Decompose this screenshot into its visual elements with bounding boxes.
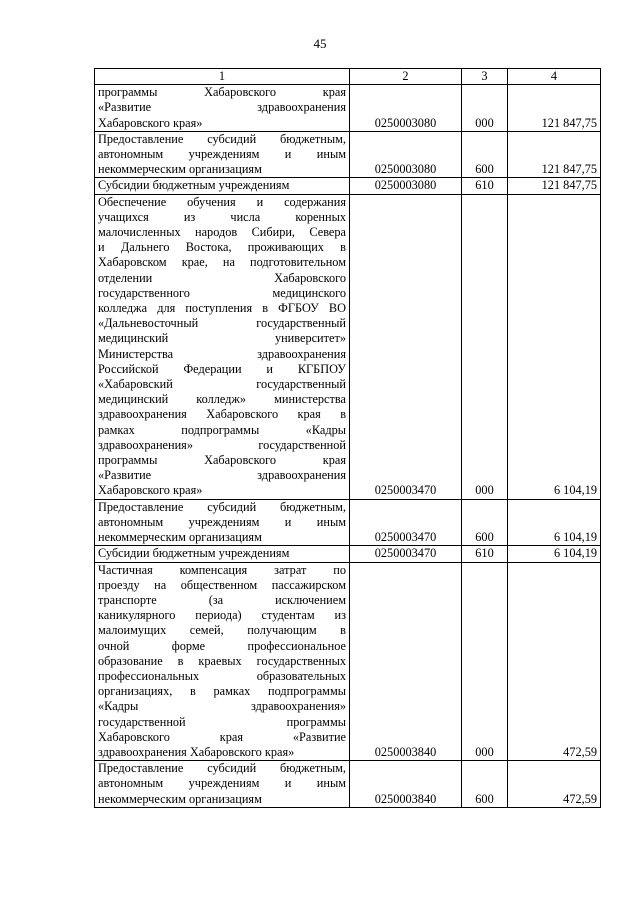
description-line: здравоохранения» государственной	[98, 437, 346, 452]
description-line: малоимущих семей, получающим в	[98, 623, 346, 638]
row-target-code: 0250003470	[350, 546, 462, 562]
row-target-code: 0250003080	[350, 85, 462, 132]
table-row	[95, 562, 601, 761]
row-expense-type: 600	[462, 499, 508, 546]
table-row	[95, 761, 601, 808]
description-line: некоммерческим организациям	[98, 791, 262, 806]
row-expense-type: 610	[462, 546, 508, 562]
description-line: Хабаровского края «Развитие	[98, 729, 346, 744]
table-row	[95, 194, 601, 499]
description-line: медицинский колледж» министерства	[98, 392, 346, 407]
row-description	[95, 562, 350, 761]
description-line: Обеспечение обучения и содержания	[98, 194, 346, 209]
row-description	[95, 85, 350, 132]
description-line: «Кадры здравоохранения»	[98, 699, 346, 714]
row-target-code: 0250003080	[350, 178, 462, 194]
description-line: Предоставление субсидий бюджетным,	[98, 131, 346, 146]
row-description	[95, 178, 350, 194]
description-line: колледжа для поступления в ФГБОУ ВО	[98, 301, 346, 316]
description-line: здравоохранения Хабаровского края»	[98, 744, 295, 759]
table-body	[95, 85, 601, 808]
description-line: некоммерческим организациям	[98, 162, 262, 177]
row-amount: 121 847,75	[508, 131, 601, 178]
column-header-4: 4	[508, 69, 601, 85]
row-description	[95, 546, 350, 562]
row-amount: 472,59	[508, 562, 601, 761]
description-line: «Развитие здравоохранения	[98, 468, 346, 483]
description-line: транспорте (за исключением	[98, 592, 346, 607]
description-line: Министерства здравоохранения	[98, 346, 346, 361]
description-line: Хабаровского края»	[98, 115, 203, 130]
row-description	[95, 761, 350, 808]
row-amount: 472,59	[508, 761, 601, 808]
budget-table	[94, 68, 601, 808]
row-amount: 121 847,75	[508, 178, 601, 194]
description-line: отделении Хабаровского	[98, 270, 346, 285]
description-line: профессиональных образовательных	[98, 668, 346, 683]
description-line: здравоохранения Хабаровского края в	[98, 407, 346, 422]
row-target-code: 0250003080	[350, 131, 462, 178]
description-line: «Развитие здравоохранения	[98, 100, 346, 115]
row-amount: 6 104,19	[508, 499, 601, 546]
description-line: Субсидии бюджетным учреждениям	[98, 178, 290, 193]
description-line: организациях, в рамках подпрограммы	[98, 684, 346, 699]
description-line: учащихся из числа коренных	[98, 209, 346, 224]
description-line: программы Хабаровского края	[98, 85, 346, 100]
column-header-3: 3	[462, 69, 508, 85]
description-line: проезду на общественном пассажирском	[98, 577, 346, 592]
page-number: 45	[313, 36, 327, 51]
description-line: Субсидии бюджетным учреждениям	[98, 546, 290, 561]
row-expense-type: 000	[462, 562, 508, 761]
description-line: автономным учреждениям и иным	[98, 147, 346, 162]
description-line: Предоставление субсидий бюджетным,	[98, 499, 346, 514]
column-header-2: 2	[350, 69, 462, 85]
description-line: «Хабаровский государственный	[98, 377, 346, 392]
row-target-code: 0250003840	[350, 761, 462, 808]
row-expense-type: 000	[462, 194, 508, 499]
table-row	[95, 131, 601, 178]
column-header-1: 1	[95, 69, 350, 85]
row-amount: 121 847,75	[508, 85, 601, 132]
row-target-code: 0250003470	[350, 499, 462, 546]
row-expense-type: 000	[462, 85, 508, 132]
table-row	[95, 499, 601, 546]
row-expense-type: 610	[462, 178, 508, 194]
description-line: некоммерческим организациям	[98, 530, 262, 545]
description-line: Предоставление субсидий бюджетным,	[98, 761, 346, 776]
description-line: Российской Федерации и КГБПОУ	[98, 361, 346, 376]
row-target-code: 0250003840	[350, 562, 462, 761]
row-amount: 6 104,19	[508, 546, 601, 562]
description-line: Хабаровском крае, на подготовительном	[98, 255, 346, 270]
row-amount: 6 104,19	[508, 194, 601, 499]
description-line: автономным учреждениям и иным	[98, 776, 346, 791]
description-line: государственного медицинского	[98, 285, 346, 300]
row-description	[95, 194, 350, 499]
table-row	[95, 85, 601, 132]
description-line: медицинский университет»	[98, 331, 346, 346]
table-header-row	[95, 69, 601, 85]
description-line: автономным учреждениям и иным	[98, 514, 346, 529]
description-line: малочисленных народов Сибири, Севера	[98, 225, 346, 240]
description-line: программы Хабаровского края	[98, 453, 346, 468]
table-row	[95, 178, 601, 194]
description-line: «Дальневосточный государственный	[98, 316, 346, 331]
row-target-code: 0250003470	[350, 194, 462, 499]
description-line: Хабаровского края»	[98, 483, 203, 498]
row-description	[95, 499, 350, 546]
description-line: государственной программы	[98, 714, 346, 729]
description-line: Частичная компенсация затрат по	[98, 562, 346, 577]
row-expense-type: 600	[462, 761, 508, 808]
description-line: образование в краевых государственных	[98, 653, 346, 668]
table-row	[95, 546, 601, 562]
row-description	[95, 131, 350, 178]
description-line: очной форме профессиональное	[98, 638, 346, 653]
description-line: каникулярного периода) студентам из	[98, 608, 346, 623]
description-line: рамках подпрограммы «Кадры	[98, 422, 346, 437]
row-expense-type: 600	[462, 131, 508, 178]
description-line: и Дальнего Востока, проживающих в	[98, 240, 346, 255]
